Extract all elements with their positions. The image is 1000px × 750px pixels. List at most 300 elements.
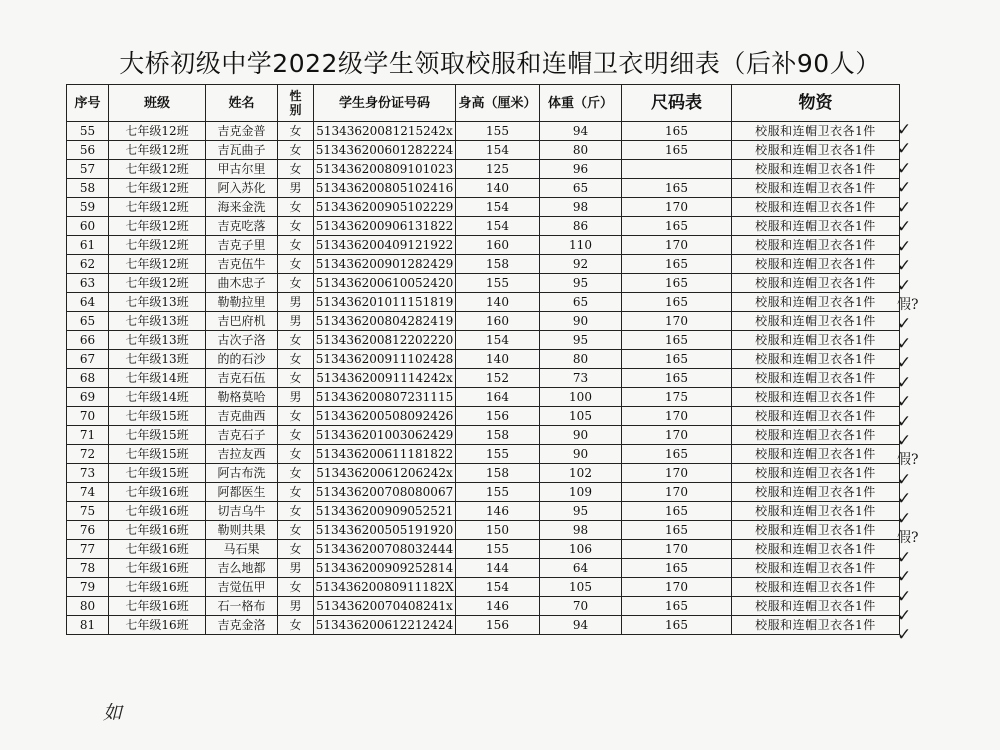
row-mark: ✓ bbox=[897, 625, 912, 646]
header-gender-text: 性别 bbox=[289, 89, 302, 117]
cell-item: 校服和连帽卫衣各1件 bbox=[732, 597, 900, 616]
cell-id: 51343620091114242x bbox=[314, 369, 456, 388]
cell-no: 73 bbox=[67, 464, 109, 483]
row-mark: ✓ bbox=[897, 605, 912, 626]
row-mark: ✓ bbox=[897, 547, 912, 568]
cell-gender: 男 bbox=[278, 293, 314, 312]
cell-id: 513436200612212424 bbox=[314, 616, 456, 635]
table-row bbox=[67, 236, 900, 255]
cell-name: 吉克曲西 bbox=[206, 407, 278, 426]
cell-gender: 女 bbox=[278, 445, 314, 464]
cell-id: 513436200905102229 bbox=[314, 198, 456, 217]
cell-size: 170 bbox=[622, 236, 732, 255]
cell-no: 79 bbox=[67, 578, 109, 597]
cell-weight: 80 bbox=[540, 141, 622, 160]
cell-name: 吉克伍牛 bbox=[206, 255, 278, 274]
cell-height: 158 bbox=[456, 255, 540, 274]
cell-name: 石一格布 bbox=[206, 597, 278, 616]
cell-gender: 女 bbox=[278, 141, 314, 160]
row-mark: ✓ bbox=[897, 236, 912, 257]
cell-size: 165 bbox=[622, 445, 732, 464]
cell-item: 校服和连帽卫衣各1件 bbox=[732, 426, 900, 445]
header-gender bbox=[278, 85, 314, 122]
cell-item: 校服和连帽卫衣各1件 bbox=[732, 350, 900, 369]
table-row bbox=[67, 369, 900, 388]
cell-gender: 女 bbox=[278, 578, 314, 597]
cell-size: 165 bbox=[622, 293, 732, 312]
cell-gender: 女 bbox=[278, 236, 314, 255]
cell-gender: 女 bbox=[278, 483, 314, 502]
row-mark: ✓ bbox=[897, 586, 912, 607]
row-mark: ✓ bbox=[897, 411, 912, 432]
cell-gender: 男 bbox=[278, 312, 314, 331]
cell-name: 马石果 bbox=[206, 540, 278, 559]
header-class: 班级 bbox=[109, 85, 206, 122]
row-mark: 假? bbox=[897, 296, 919, 313]
cell-name: 勒格莫哈 bbox=[206, 388, 278, 407]
cell-item: 校服和连帽卫衣各1件 bbox=[732, 122, 900, 141]
cell-no: 60 bbox=[67, 217, 109, 236]
cell-size: 165 bbox=[622, 331, 732, 350]
cell-id: 513436200901282429 bbox=[314, 255, 456, 274]
cell-height: 140 bbox=[456, 350, 540, 369]
cell-weight: 64 bbox=[540, 559, 622, 578]
cell-item: 校服和连帽卫衣各1件 bbox=[732, 312, 900, 331]
header-id: 学生身份证号码 bbox=[314, 85, 456, 122]
table-row bbox=[67, 350, 900, 369]
cell-weight: 73 bbox=[540, 369, 622, 388]
cell-weight: 109 bbox=[540, 483, 622, 502]
cell-size: 170 bbox=[622, 464, 732, 483]
cell-weight: 65 bbox=[540, 179, 622, 198]
cell-cls: 七年级16班 bbox=[109, 502, 206, 521]
cell-name: 吉拉友西 bbox=[206, 445, 278, 464]
cell-size: 165 bbox=[622, 502, 732, 521]
row-mark: ✓ bbox=[897, 314, 912, 335]
cell-gender: 男 bbox=[278, 559, 314, 578]
cell-height: 152 bbox=[456, 369, 540, 388]
row-mark: ✓ bbox=[897, 120, 912, 140]
cell-id: 51343620061206242x bbox=[314, 464, 456, 483]
cell-id: 513436200909052521 bbox=[314, 502, 456, 521]
table-row bbox=[67, 407, 900, 426]
cell-size: 165 bbox=[622, 141, 732, 160]
cell-gender: 男 bbox=[278, 179, 314, 198]
cell-cls: 七年级12班 bbox=[109, 122, 206, 141]
cell-name: 吉克石伍 bbox=[206, 369, 278, 388]
cell-cls: 七年级12班 bbox=[109, 141, 206, 160]
cell-weight: 90 bbox=[540, 426, 622, 445]
cell-height: 150 bbox=[456, 521, 540, 540]
cell-weight: 94 bbox=[540, 122, 622, 141]
cell-item: 校服和连帽卫衣各1件 bbox=[732, 578, 900, 597]
cell-id: 513436200409121922 bbox=[314, 236, 456, 255]
cell-height: 144 bbox=[456, 559, 540, 578]
table-row bbox=[67, 141, 900, 160]
row-mark: ✓ bbox=[897, 217, 912, 238]
table-row bbox=[67, 559, 900, 578]
cell-height: 154 bbox=[456, 578, 540, 597]
row-mark: ✓ bbox=[897, 469, 912, 490]
cell-weight: 110 bbox=[540, 236, 622, 255]
cell-no: 56 bbox=[67, 141, 109, 160]
cell-weight: 105 bbox=[540, 407, 622, 426]
cell-height: 160 bbox=[456, 312, 540, 331]
cell-size: 165 bbox=[622, 179, 732, 198]
cell-height: 146 bbox=[456, 502, 540, 521]
cell-no: 80 bbox=[67, 597, 109, 616]
cell-id: 513436200807231115 bbox=[314, 388, 456, 407]
cell-cls: 七年级12班 bbox=[109, 160, 206, 179]
row-mark: ✓ bbox=[897, 333, 912, 354]
table-row bbox=[67, 331, 900, 350]
table-row bbox=[67, 217, 900, 236]
cell-gender: 男 bbox=[278, 597, 314, 616]
cell-gender: 女 bbox=[278, 502, 314, 521]
cell-item: 校服和连帽卫衣各1件 bbox=[732, 217, 900, 236]
cell-size: 170 bbox=[622, 578, 732, 597]
table-row bbox=[67, 464, 900, 483]
cell-cls: 七年级12班 bbox=[109, 274, 206, 293]
cell-id: 513436200911102428 bbox=[314, 350, 456, 369]
header-name: 姓名 bbox=[206, 85, 278, 122]
cell-height: 155 bbox=[456, 445, 540, 464]
cell-size: 165 bbox=[622, 122, 732, 141]
cell-weight: 94 bbox=[540, 616, 622, 635]
cell-item: 校服和连帽卫衣各1件 bbox=[732, 502, 900, 521]
cell-no: 78 bbox=[67, 559, 109, 578]
table-row bbox=[67, 578, 900, 597]
cell-gender: 女 bbox=[278, 407, 314, 426]
row-mark: ✓ bbox=[897, 353, 912, 374]
document-title: 大桥初级中学2022级学生领取校服和连帽卫衣明细表（后补90人） bbox=[119, 49, 881, 78]
cell-name: 吉么地都 bbox=[206, 559, 278, 578]
cell-item: 校服和连帽卫衣各1件 bbox=[732, 521, 900, 540]
cell-name: 吉克金洛 bbox=[206, 616, 278, 635]
row-mark: ✓ bbox=[897, 139, 912, 160]
cell-id: 513436200906131822 bbox=[314, 217, 456, 236]
header-weight: 体重（斤） bbox=[540, 85, 622, 122]
cell-cls: 七年级16班 bbox=[109, 483, 206, 502]
table-row bbox=[67, 388, 900, 407]
row-mark: ✓ bbox=[897, 197, 912, 218]
cell-cls: 七年级12班 bbox=[109, 236, 206, 255]
cell-weight: 86 bbox=[540, 217, 622, 236]
cell-cls: 七年级14班 bbox=[109, 369, 206, 388]
cell-no: 59 bbox=[67, 198, 109, 217]
cell-name: 吉觉伍甲 bbox=[206, 578, 278, 597]
cell-cls: 七年级16班 bbox=[109, 540, 206, 559]
cell-height: 146 bbox=[456, 597, 540, 616]
cell-height: 154 bbox=[456, 198, 540, 217]
cell-gender: 女 bbox=[278, 255, 314, 274]
cell-no: 65 bbox=[67, 312, 109, 331]
cell-size: 165 bbox=[622, 350, 732, 369]
cell-cls: 七年级13班 bbox=[109, 312, 206, 331]
cell-size: 170 bbox=[622, 540, 732, 559]
cell-gender: 女 bbox=[278, 426, 314, 445]
cell-no: 64 bbox=[67, 293, 109, 312]
cell-gender: 女 bbox=[278, 616, 314, 635]
cell-gender: 女 bbox=[278, 540, 314, 559]
cell-height: 154 bbox=[456, 331, 540, 350]
cell-id: 513436200909252814 bbox=[314, 559, 456, 578]
table-row bbox=[67, 293, 900, 312]
cell-gender: 女 bbox=[278, 160, 314, 179]
cell-cls: 七年级12班 bbox=[109, 217, 206, 236]
cell-id: 513436200708032444 bbox=[314, 540, 456, 559]
cell-name: 切吉乌牛 bbox=[206, 502, 278, 521]
cell-name: 勒则共果 bbox=[206, 521, 278, 540]
roster-table bbox=[66, 84, 900, 635]
cell-id: 513436201003062429 bbox=[314, 426, 456, 445]
table-row bbox=[67, 616, 900, 635]
cell-weight: 98 bbox=[540, 198, 622, 217]
cell-size: 165 bbox=[622, 616, 732, 635]
cell-cls: 七年级12班 bbox=[109, 255, 206, 274]
cell-height: 160 bbox=[456, 236, 540, 255]
cell-id: 513436200508092426 bbox=[314, 407, 456, 426]
cell-weight: 95 bbox=[540, 502, 622, 521]
cell-no: 76 bbox=[67, 521, 109, 540]
cell-no: 77 bbox=[67, 540, 109, 559]
cell-height: 140 bbox=[456, 179, 540, 198]
cell-item: 校服和连帽卫衣各1件 bbox=[732, 198, 900, 217]
cell-gender: 女 bbox=[278, 274, 314, 293]
cell-name: 吉克吃落 bbox=[206, 217, 278, 236]
cell-id: 513436200809101023 bbox=[314, 160, 456, 179]
cell-size: 175 bbox=[622, 388, 732, 407]
cell-id: 513436201011151819 bbox=[314, 293, 456, 312]
table-row bbox=[67, 445, 900, 464]
cell-gender: 女 bbox=[278, 217, 314, 236]
cell-name: 阿都医生 bbox=[206, 483, 278, 502]
cell-no: 66 bbox=[67, 331, 109, 350]
cell-weight: 95 bbox=[540, 274, 622, 293]
table-row bbox=[67, 274, 900, 293]
cell-id: 51343620080911182X bbox=[314, 578, 456, 597]
cell-id: 51343620070408241x bbox=[314, 597, 456, 616]
cell-gender: 女 bbox=[278, 521, 314, 540]
cell-cls: 七年级16班 bbox=[109, 597, 206, 616]
cell-cls: 七年级14班 bbox=[109, 388, 206, 407]
cell-name: 吉瓦曲子 bbox=[206, 141, 278, 160]
cell-name: 甲古尔里 bbox=[206, 160, 278, 179]
cell-no: 58 bbox=[67, 179, 109, 198]
cell-size: 170 bbox=[622, 312, 732, 331]
cell-no: 55 bbox=[67, 122, 109, 141]
cell-weight: 90 bbox=[540, 445, 622, 464]
cell-name: 的的石沙 bbox=[206, 350, 278, 369]
cell-weight: 95 bbox=[540, 331, 622, 350]
cell-height: 156 bbox=[456, 407, 540, 426]
cell-cls: 七年级15班 bbox=[109, 464, 206, 483]
table-row bbox=[67, 597, 900, 616]
cell-size: 165 bbox=[622, 597, 732, 616]
cell-no: 69 bbox=[67, 388, 109, 407]
cell-no: 62 bbox=[67, 255, 109, 274]
cell-gender: 女 bbox=[278, 198, 314, 217]
cell-height: 155 bbox=[456, 540, 540, 559]
cell-item: 校服和连帽卫衣各1件 bbox=[732, 255, 900, 274]
header-no: 序号 bbox=[67, 85, 109, 122]
cell-weight: 100 bbox=[540, 388, 622, 407]
cell-no: 61 bbox=[67, 236, 109, 255]
cell-size bbox=[622, 160, 732, 179]
cell-item: 校服和连帽卫衣各1件 bbox=[732, 445, 900, 464]
cell-item: 校服和连帽卫衣各1件 bbox=[732, 160, 900, 179]
cell-id: 513436200804282419 bbox=[314, 312, 456, 331]
cell-gender: 男 bbox=[278, 388, 314, 407]
cell-item: 校服和连帽卫衣各1件 bbox=[732, 540, 900, 559]
cell-no: 75 bbox=[67, 502, 109, 521]
cell-id: 513436200805102416 bbox=[314, 179, 456, 198]
cell-item: 校服和连帽卫衣各1件 bbox=[732, 388, 900, 407]
cell-gender: 女 bbox=[278, 464, 314, 483]
cell-name: 吉克石子 bbox=[206, 426, 278, 445]
cell-cls: 七年级15班 bbox=[109, 407, 206, 426]
cell-weight: 80 bbox=[540, 350, 622, 369]
cell-cls: 七年级13班 bbox=[109, 293, 206, 312]
cell-id: 513436200812202220 bbox=[314, 331, 456, 350]
cell-item: 校服和连帽卫衣各1件 bbox=[732, 616, 900, 635]
cell-gender: 女 bbox=[278, 331, 314, 350]
cell-no: 72 bbox=[67, 445, 109, 464]
cell-height: 154 bbox=[456, 217, 540, 236]
row-mark: ✓ bbox=[897, 372, 912, 393]
cell-weight: 98 bbox=[540, 521, 622, 540]
cell-cls: 七年级16班 bbox=[109, 616, 206, 635]
header-height: 身高（厘米） bbox=[456, 85, 540, 122]
table-row bbox=[67, 483, 900, 502]
cell-name: 吉克子里 bbox=[206, 236, 278, 255]
cell-name: 曲木忠子 bbox=[206, 274, 278, 293]
cell-gender: 女 bbox=[278, 369, 314, 388]
cell-cls: 七年级15班 bbox=[109, 426, 206, 445]
table-body bbox=[67, 122, 900, 635]
cell-height: 158 bbox=[456, 464, 540, 483]
cell-height: 155 bbox=[456, 483, 540, 502]
cell-cls: 七年级12班 bbox=[109, 179, 206, 198]
cell-gender: 女 bbox=[278, 122, 314, 141]
row-mark: ✓ bbox=[897, 158, 912, 179]
cell-cls: 七年级12班 bbox=[109, 198, 206, 217]
cell-item: 校服和连帽卫衣各1件 bbox=[732, 483, 900, 502]
cell-no: 70 bbox=[67, 407, 109, 426]
table-row bbox=[67, 122, 900, 141]
cell-size: 165 bbox=[622, 217, 732, 236]
cell-size: 165 bbox=[622, 369, 732, 388]
cell-height: 140 bbox=[456, 293, 540, 312]
table-row bbox=[67, 198, 900, 217]
cell-name: 吉巴府机 bbox=[206, 312, 278, 331]
cell-name: 吉克金普 bbox=[206, 122, 278, 141]
cell-name: 阿古布洗 bbox=[206, 464, 278, 483]
table-row bbox=[67, 255, 900, 274]
cell-no: 74 bbox=[67, 483, 109, 502]
cell-cls: 七年级16班 bbox=[109, 559, 206, 578]
cell-name: 古次子洛 bbox=[206, 331, 278, 350]
cell-id: 513436200610052420 bbox=[314, 274, 456, 293]
cell-weight: 105 bbox=[540, 578, 622, 597]
cell-item: 校服和连帽卫衣各1件 bbox=[732, 274, 900, 293]
table-row bbox=[67, 426, 900, 445]
table-row bbox=[67, 160, 900, 179]
row-mark: ✓ bbox=[897, 431, 912, 451]
cell-weight: 102 bbox=[540, 464, 622, 483]
cell-size: 170 bbox=[622, 426, 732, 445]
cell-height: 164 bbox=[456, 388, 540, 407]
cell-size: 165 bbox=[622, 255, 732, 274]
table-row bbox=[67, 521, 900, 540]
table-row bbox=[67, 312, 900, 331]
cell-no: 67 bbox=[67, 350, 109, 369]
table-row bbox=[67, 502, 900, 521]
cell-weight: 90 bbox=[540, 312, 622, 331]
cell-no: 71 bbox=[67, 426, 109, 445]
table-header-row bbox=[67, 85, 900, 122]
cell-size: 165 bbox=[622, 559, 732, 578]
cell-size: 165 bbox=[622, 274, 732, 293]
cell-name: 海来金洗 bbox=[206, 198, 278, 217]
cell-id: 513436200601282224 bbox=[314, 141, 456, 160]
handwritten-signature: 如 bbox=[103, 702, 123, 724]
cell-weight: 106 bbox=[540, 540, 622, 559]
row-mark: ✓ bbox=[897, 567, 912, 588]
cell-size: 170 bbox=[622, 198, 732, 217]
header-item: 物资 bbox=[732, 85, 900, 122]
cell-height: 158 bbox=[456, 426, 540, 445]
cell-no: 81 bbox=[67, 616, 109, 635]
row-mark: ✓ bbox=[897, 256, 912, 277]
cell-item: 校服和连帽卫衣各1件 bbox=[732, 369, 900, 388]
handwritten-checkmarks bbox=[897, 121, 937, 646]
cell-weight: 70 bbox=[540, 597, 622, 616]
row-mark: ✓ bbox=[897, 178, 912, 199]
cell-id: 513436200611181822 bbox=[314, 445, 456, 464]
cell-size: 165 bbox=[622, 521, 732, 540]
cell-name: 勒勒拉里 bbox=[206, 293, 278, 312]
row-mark: ✓ bbox=[897, 508, 912, 529]
cell-cls: 七年级16班 bbox=[109, 578, 206, 597]
cell-weight: 92 bbox=[540, 255, 622, 274]
row-mark: ✓ bbox=[897, 275, 912, 296]
cell-id: 513436200505191920 bbox=[314, 521, 456, 540]
cell-size: 170 bbox=[622, 483, 732, 502]
row-mark: ✓ bbox=[897, 489, 912, 510]
cell-height: 125 bbox=[456, 160, 540, 179]
table-row bbox=[67, 179, 900, 198]
row-mark: 假? bbox=[897, 530, 919, 547]
cell-height: 154 bbox=[456, 141, 540, 160]
table-row bbox=[67, 540, 900, 559]
cell-height: 156 bbox=[456, 616, 540, 635]
cell-cls: 七年级16班 bbox=[109, 521, 206, 540]
cell-weight: 96 bbox=[540, 160, 622, 179]
row-mark: 假? bbox=[897, 452, 919, 469]
cell-no: 68 bbox=[67, 369, 109, 388]
cell-item: 校服和连帽卫衣各1件 bbox=[732, 141, 900, 160]
cell-cls: 七年级13班 bbox=[109, 350, 206, 369]
cell-height: 155 bbox=[456, 274, 540, 293]
cell-item: 校服和连帽卫衣各1件 bbox=[732, 293, 900, 312]
cell-item: 校服和连帽卫衣各1件 bbox=[732, 236, 900, 255]
cell-item: 校服和连帽卫衣各1件 bbox=[732, 407, 900, 426]
cell-cls: 七年级15班 bbox=[109, 445, 206, 464]
cell-item: 校服和连帽卫衣各1件 bbox=[732, 464, 900, 483]
row-mark: ✓ bbox=[897, 392, 912, 413]
cell-weight: 65 bbox=[540, 293, 622, 312]
